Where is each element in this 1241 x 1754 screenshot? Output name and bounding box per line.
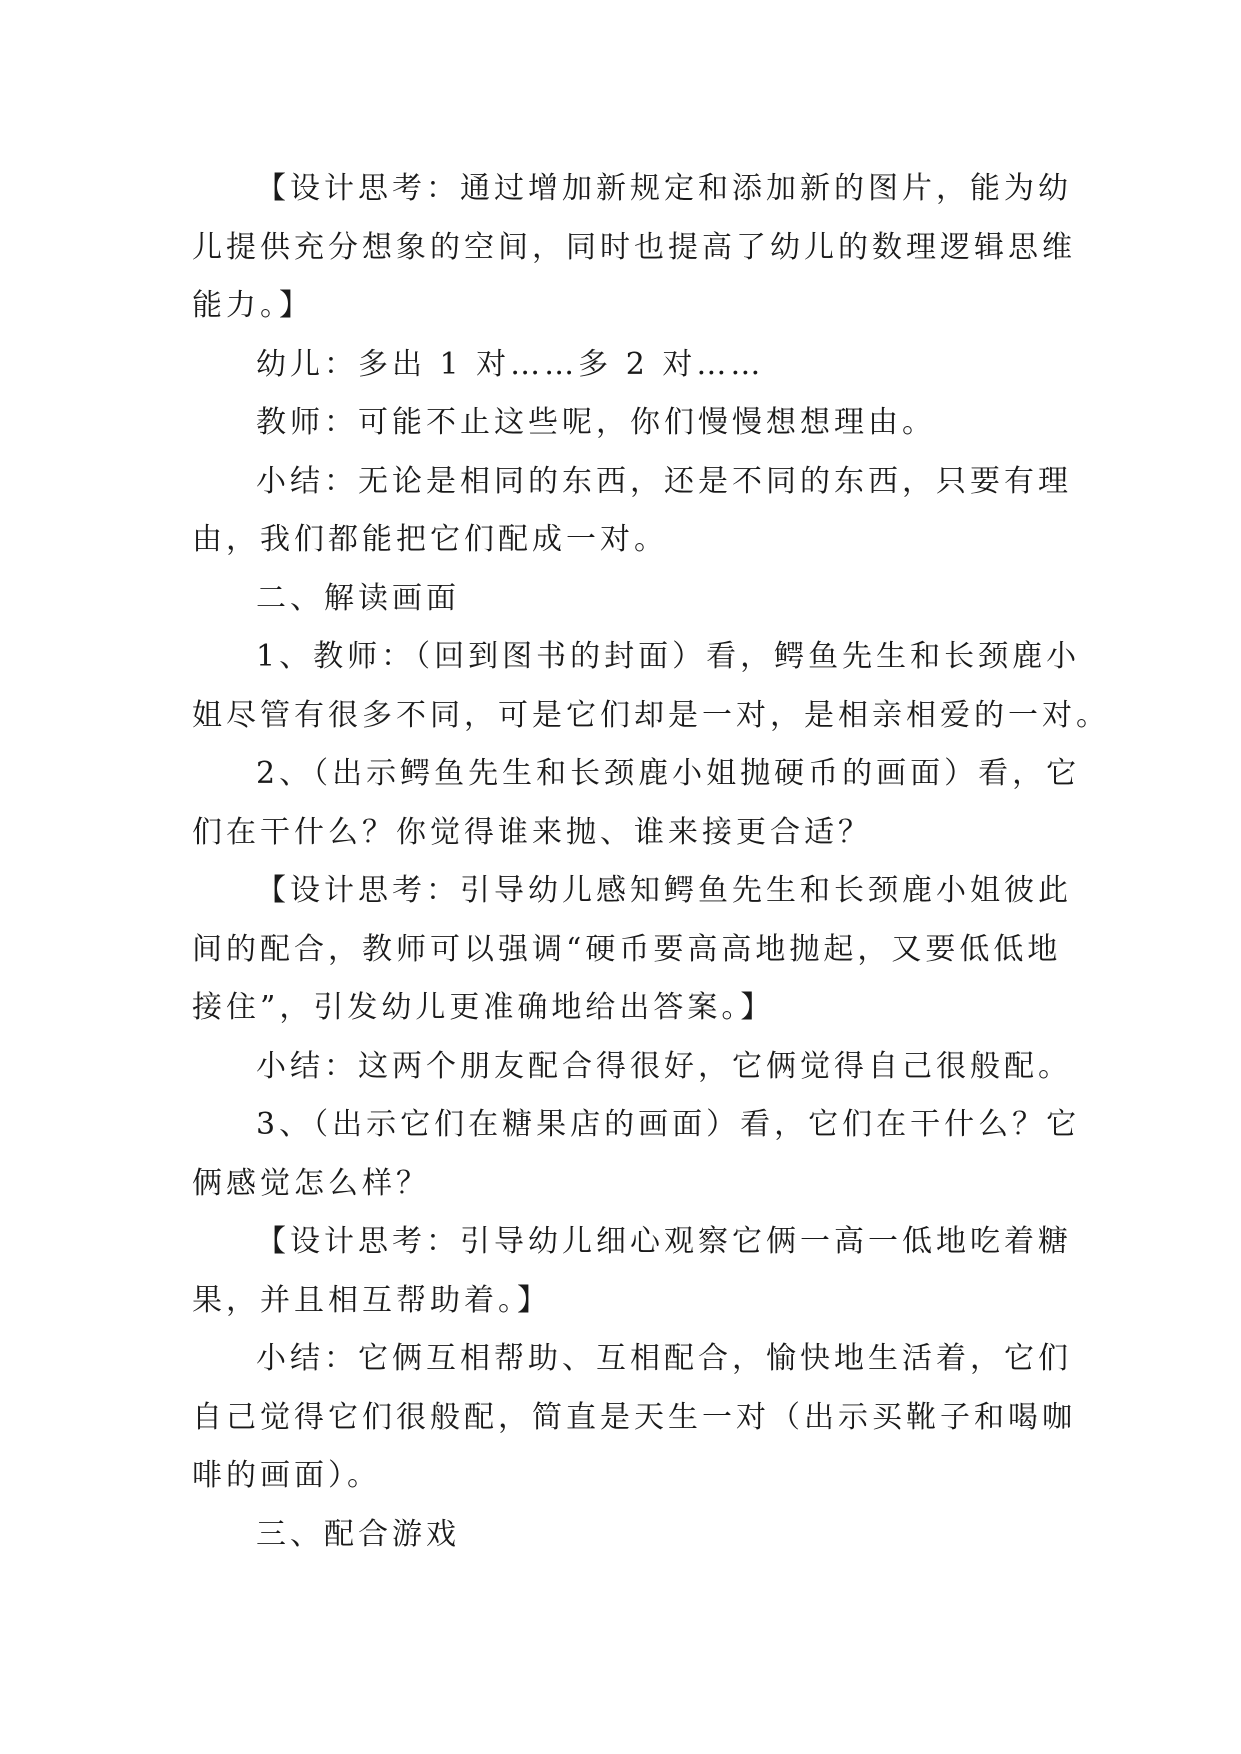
paragraph-line: 【设计思考：通过增加新规定和添加新的图片，能为幼 — [256, 171, 1072, 206]
paragraph-line: 果，并且相互帮助着。】 — [192, 1282, 551, 1318]
paragraph-line: 小结：无论是相同的东西，还是不同的东西，只要有理 — [256, 463, 1072, 499]
paragraph-line: 能力。】 — [192, 288, 313, 323]
paragraph-line: 啡的画面）。 — [192, 1458, 381, 1493]
paragraph-line: 小结：这两个朋友配合得很好，它俩觉得自己很般配。 — [256, 1048, 1072, 1084]
paragraph-line: 1、教师：（回到图书的封面）看，鳄鱼先生和长颈鹿小 — [256, 639, 1081, 674]
paragraph-line: 自己觉得它们很般配，简直是天生一对（出示买靴子和喝咖 — [192, 1399, 1076, 1435]
paragraph-line: 【设计思考：引导幼儿细心观察它俩一高一低地吃着糖 — [256, 1224, 1072, 1259]
section-heading: 三、配合游戏 — [256, 1516, 460, 1552]
paragraph-line: 俩感觉怎么样？ — [192, 1165, 430, 1201]
paragraph-line: 接住”，引发幼儿更准确地给出答案。】 — [192, 990, 775, 1025]
section-heading: 二、解读画面 — [256, 580, 460, 616]
paragraph-line: 【设计思考：引导幼儿感知鳄鱼先生和长颈鹿小姐彼此 — [256, 873, 1072, 908]
paragraph-line: 儿提供充分想象的空间，同时也提高了幼儿的数理逻辑思维 — [192, 229, 1076, 265]
paragraph-line: 2、（出示鳄鱼先生和长颈鹿小姐抛硬币的画面）看，它 — [256, 756, 1081, 791]
paragraph-line: 们在干什么？你觉得谁来抛、谁来接更合适？ — [192, 814, 872, 850]
paragraph-line: 间的配合，教师可以强调“硬币要高高地抛起，又要低低地 — [192, 931, 1062, 967]
paragraph-line: 教师：可能不止这些呢，你们慢慢想想理由。 — [256, 405, 936, 440]
paragraph-line: 小结：它俩互相帮助、互相配合，愉快地生活着，它们 — [256, 1341, 1072, 1376]
paragraph-line: 由，我们都能把它们配成一对。 — [192, 522, 668, 557]
paragraph-line: 姐尽管有很多不同，可是它们却是一对，是相亲相爱的一对。 — [192, 697, 1110, 733]
paragraph-line: 幼儿：多出 1 对……多 2 对…… — [256, 346, 765, 382]
document-page — [192, 160, 1110, 1564]
paragraph-line: 3、（出示它们在糖果店的画面）看，它们在干什么？它 — [256, 1107, 1081, 1142]
